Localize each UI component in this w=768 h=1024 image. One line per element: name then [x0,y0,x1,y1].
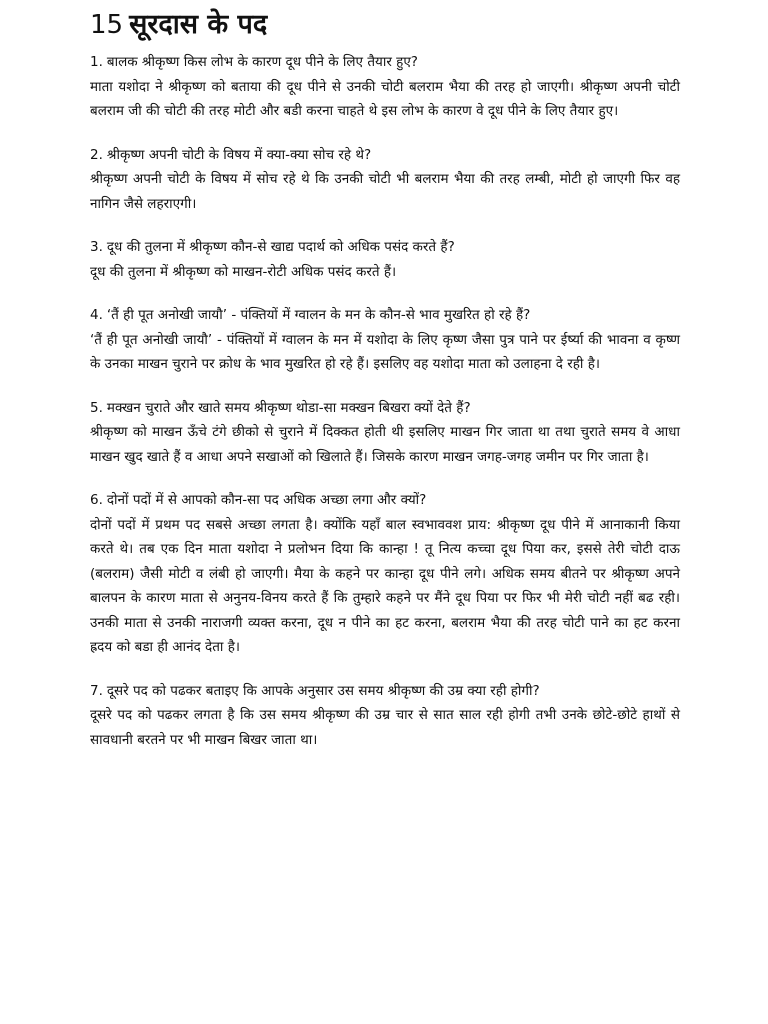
question-number: 7. [90,682,103,699]
chapter-heading [90,6,680,44]
chapter-number: 15 [90,10,124,40]
answer-text: दूध की तुलना में श्रीकृष्ण को माखन-रोटी अधिक पसंद करते हैं। [90,263,397,280]
question [90,303,680,328]
question [90,488,680,513]
answer-text: माता यशोदा ने श्रीकृष्ण को बताया की दूध पीने से उनकी चोटी बलराम भैया की तरह हो जाएगी। श्रीकृष्ण अपनी चोटी बलराम जी की चोटी की तरह मोटी और बडी करना चाहते थे इस लोभ के कारण वे दूध पीने के लिए तैयार हुए। [90,78,680,119]
answer-text: श्रीकृष्ण को माखन ऊँचे टंगे छीको से चुराने में दिक्कत होती थी इसलिए माखन गिर जाता था तथा चुराते समय वे आधा माखन खुद खाते हैं व आधा अपने सखाओं को खिलाते हैं। जिसके कारण माखन जगह-जगह जमीन पर गिर जाता है। [90,424,680,465]
chapter-title: सूरदास के पद [129,9,268,40]
question-number: 2. [90,146,103,163]
question-text: दोनों पदों में से आपको कौन-सा पद अधिक अच्छा लगा और क्यों? [106,492,427,508]
question-number: 4. [90,307,103,323]
question [90,396,680,421]
question-text: ‘तैं ही पूत अनोखी जायौ’ - पंक्तियों में ग्वालन के मन के कौन-से भाव मुखरित हो रहे हैं? [106,307,531,323]
qa-item [90,679,680,753]
answer-text: दोनों पदों में प्रथम पद सबसे अच्छा लगता है। क्योंकि यहाँ बाल स्वभाववश प्राय: श्रीकृष्ण दूध पीने में आनाकानी किया करते थे। तब एक दिन माता यशोदा ने प्रलोभन दिया कि कान्हा ! तू नित्य कच्चा दूध पिया कर, इससे तेरी चोटी दाऊ (बलराम) जैसी मोटी व लंबी हो जाएगी। मैया के कहने पर कान्हा दूध पीने लगे। अधिक समय बीतने पर श्रीकृष्ण अपने बालपन के कारण माता से अनुनय-विनय करते हैं कि तुम्हारे कहने पर मैंने दूध पिया पर फिर भी मेरी चोटी नहीं बढ रही। उनकी माता से उनकी नाराजगी व्यक्त करना, दूध न पीने का हट करना, बलराम भैया की तरह चोटी पाने का हट करना ह्रदय को बडा ही आनंद देता है। [90,516,680,655]
answer-text: ‘तैं ही पूत अनोखी जायौ’ - पंक्तियों में ग्वालन के मन में यशोदा के लिए कृष्ण जैसा पुत्र पाने पर ईर्ष्या की भावना व कृष्ण के उनका माखन चुराने पर क्रोध के भाव मुखरित हो रहे हैं। इसलिए वह यशोदा माता को उलाहना दे रही है। [90,331,680,372]
question-text: दूध की तुलना में श्रीकृष्ण कौन-से खाद्य पदार्थ को अधिक पसंद करते हैं? [106,239,455,255]
question-text: दूसरे पद को पढकर बताइए कि आपके अनुसार उस समय श्रीकृष्ण की उम्र क्या रही होगी? [106,682,540,699]
qa-item [90,143,680,217]
qa-item [90,488,680,660]
question-number: 1. [90,54,103,70]
question [90,50,680,75]
qa-item [90,303,680,377]
question-text: बालक श्रीकृष्ण किस लोभ के कारण दूध पीने के लिए तैयार हुए? [106,54,418,70]
qa-item [90,50,680,124]
question-text: मक्खन चुराते और खाते समय श्रीकृष्ण थोडा-सा मक्खन बिखरा क्यों देते हैं? [106,399,471,416]
question-number: 3. [90,239,103,255]
question-text: श्रीकृष्ण अपनी चोटी के विषय में क्या-क्या सोच रहे थे? [106,146,372,163]
question [90,143,680,168]
qa-item [90,235,680,284]
question-number: 5. [90,399,103,416]
question-number: 6. [90,492,103,508]
qa-item [90,396,680,470]
answer-text: श्रीकृष्ण अपनी चोटी के विषय में सोच रहे थे कि उनकी चोटी भी बलराम भैया की तरह लम्बी, मोटी हो जाएगी फिर वह नागिन जैसे लहराएगी। [90,171,680,212]
question [90,679,680,704]
question [90,235,680,260]
answer-text: दूसरे पद को पढकर लगता है कि उस समय श्रीकृष्ण की उम्र चार से सात साल रही होगी तभी उनके छोटे-छोटे हाथों से सावधानी बरतने पर भी माखन बिखर जाता था। [90,707,680,748]
